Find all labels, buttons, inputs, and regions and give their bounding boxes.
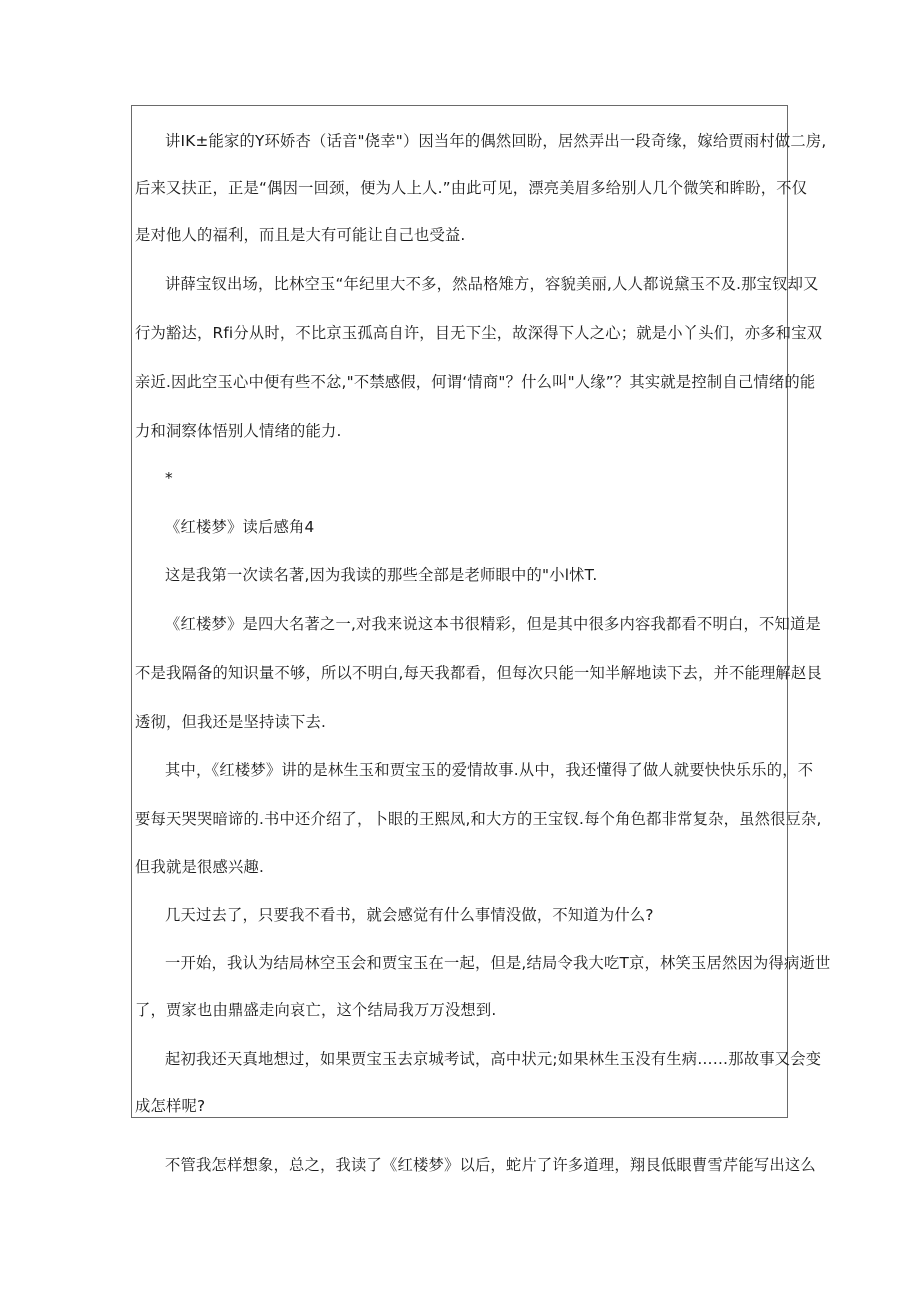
text-line: 几天过去了，只要我不看书，就会感觉有什么事情没做，不知道为什么? <box>165 906 654 924</box>
asterisk-marker: * <box>165 469 173 487</box>
text-line: 《红楼梦》是四大名著之一,对我来说这本书很精彩，但是其中很多内容我都看不明白，不知道是 <box>165 615 821 633</box>
text-line: 是对他人的福利，而且是大有可能让自己也受益. <box>135 226 466 244</box>
text-line: 一开始，我认为结局林空玉会和贾宝玉在一起，但是,结局令我大吃T京，林笑玉居然因为得病逝世 <box>165 954 831 972</box>
text-line: 要每天哭哭暗谛的.书中还介绍了，卜眼的王熙凤,和大方的王宝钗.每个角色都非常复杂，虽然很豆杂, <box>135 810 822 828</box>
text-line: 力和洞察体悟别人情绪的能力. <box>135 422 342 440</box>
text-line: 行为豁达，Rfi分从时，不比京玉孤高自许，目无下尘，故深得下人之心；就是小丫头们，亦多和宝双 <box>135 324 823 342</box>
text-line: 起初我还天真地想过，如果贾宝玉去京城考试，高中状元;如果林生玉没有生病……那故事又会变 <box>165 1050 822 1068</box>
text-line: 不是我隔备的知识量不够，所以不明白,每天我都看，但每次只能一知半解地读下去，并不能理解赵艮 <box>135 664 822 682</box>
text-line: 亲近.因此空玉心中便有些不忿,"不禁感假，何谓‘情商"？什么叫"人缘”？其实就是控制自己情绪的能 <box>135 373 816 391</box>
text-line: 透彻，但我还是坚持读下去. <box>135 713 327 731</box>
text-line: 讲IK±能家的Y环娇杏（话音"侥幸"）因当年的偶然回盼，居然弄出一段奇缘，嫁给贾雨村做二房, <box>165 132 827 150</box>
text-line: 这是我第一次读名著,因为我读的那些全部是老师眼中的"小l怵T. <box>165 566 598 584</box>
text-line: 了，贾家也由鼎盛走向哀亡，这个结局我万万没想到. <box>135 1001 497 1019</box>
text-line: 成怎样呢? <box>135 1097 206 1115</box>
text-line: 其中，《红楼梦》讲的是林生玉和贾宝玉的爱情故事.从中，我还懂得了做人就要快快乐乐的，不 <box>165 761 814 779</box>
continuation-line: 不管我怎样想象，总之，我读了《红楼梦》以后，蛇片了许多道理，翔艮低眼曹雪芹能写出这么 <box>165 1156 816 1174</box>
section-heading: 《红楼梦》读后感角4 <box>165 518 315 536</box>
text-line: 后来又扶正，正是“偶因一回颈，便为人上人.”由此可见，漂亮美眉多给别人几个微笑和眸盼，不仅 <box>135 179 808 197</box>
text-line: 讲薛宝钗出场，比林空玉“年纪里大不多，然品格雉方，容貌美丽,人人都说黛玉不及.那宝钗却又 <box>165 275 819 293</box>
text-line: 但我就是很感兴趣. <box>135 858 265 876</box>
